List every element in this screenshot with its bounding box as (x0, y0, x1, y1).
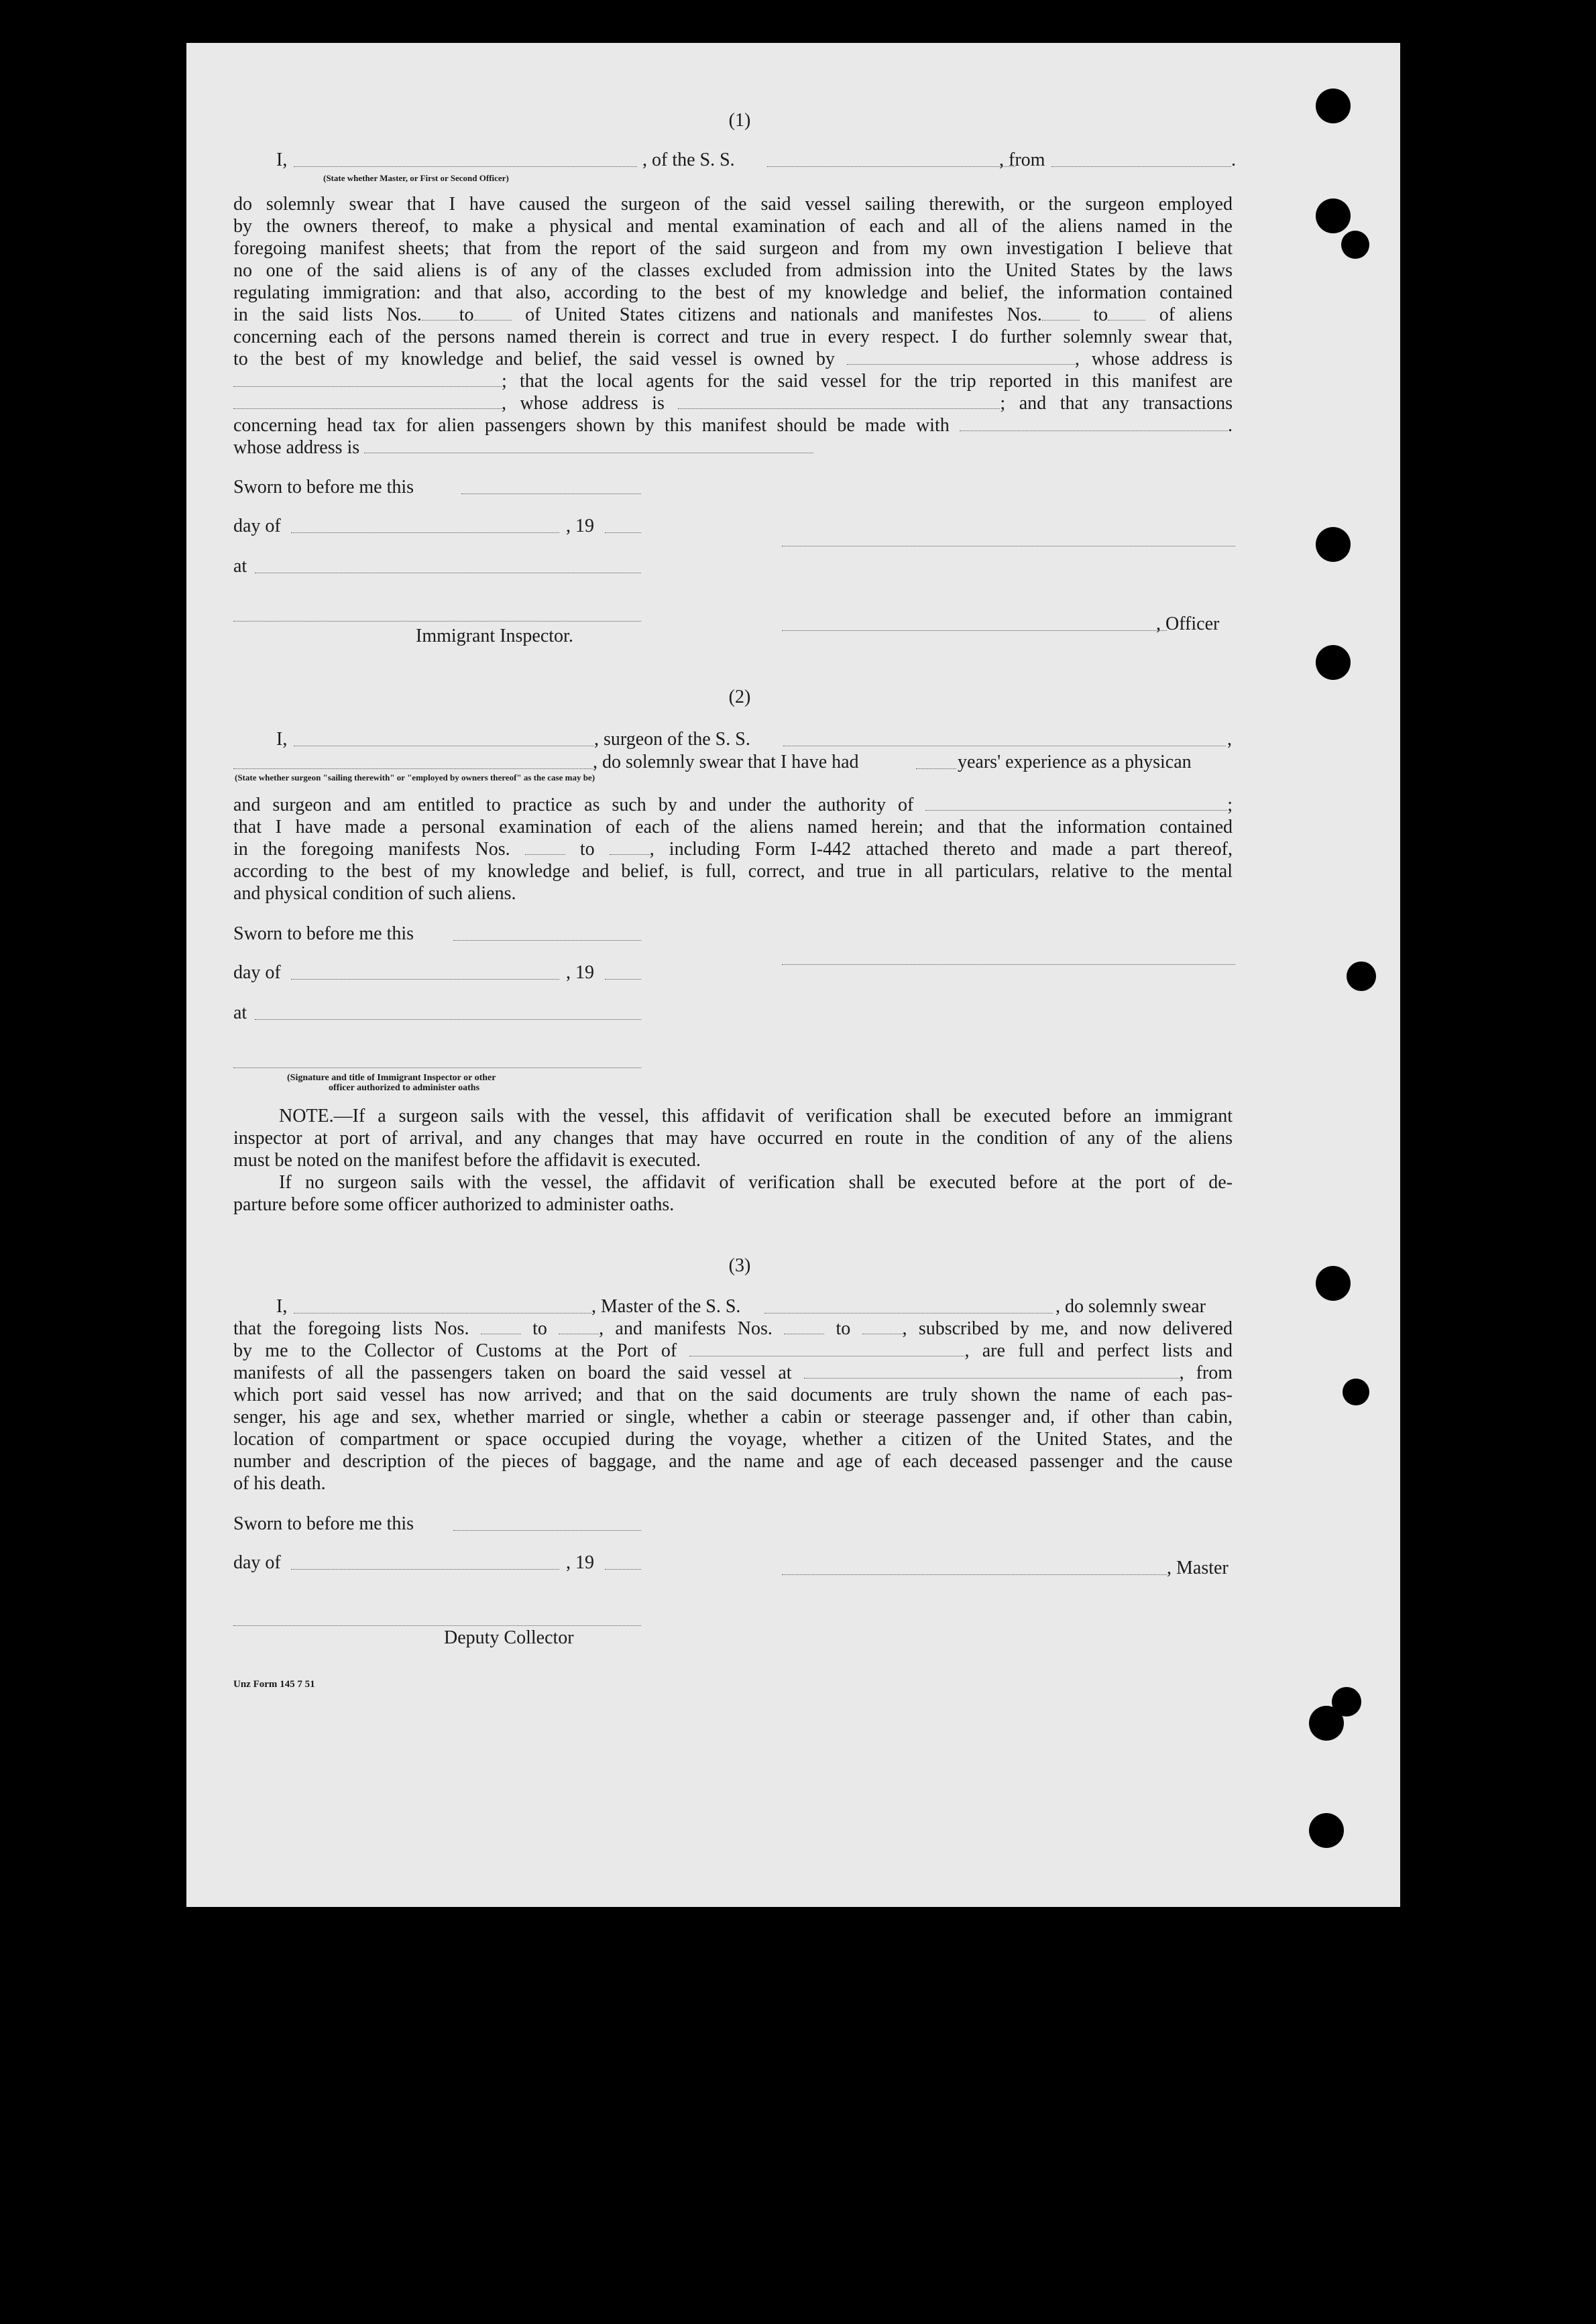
s2-sworn-line (453, 940, 641, 941)
s3-master-line (782, 1574, 1167, 1575)
s3-day-line (291, 1569, 559, 1570)
s3-ship-line (764, 1313, 1053, 1314)
s1-from-label: , from (999, 150, 1045, 170)
s1-paragraph-line: no one of the said aliens is of any of the classes excluded from admission into the United States by the laws (233, 260, 1233, 281)
s2-paragraph-line: that I have made a personal examination of each of the aliens named herein; and that the information contained (233, 817, 1233, 837)
s2-swear-b: years' experience as a physican (958, 752, 1192, 772)
punch-hole (1316, 89, 1351, 123)
punch-hole (1347, 962, 1376, 991)
s3-paragraph-line: of his death. (233, 1473, 326, 1494)
section-3-number: (3) (728, 1255, 751, 1276)
s2-paragraph-line: and physical condition of such aliens. (233, 883, 516, 904)
s1-paragraph-line: whose address is (233, 437, 1233, 459)
s3-deputy-label: Deputy Collector (444, 1627, 574, 1648)
punch-hole (1343, 1379, 1369, 1405)
s3-sworn-line (453, 1530, 641, 1531)
s1-year-line (605, 532, 641, 533)
s2-at-label: at (233, 1002, 247, 1023)
section-2-number: (2) (728, 687, 751, 707)
s3-master-label: , Master of the S. S. (591, 1296, 741, 1317)
s1-i-label: I, (276, 150, 288, 170)
s3-sworn-label: Sworn to before me this (233, 1513, 414, 1534)
s1-paragraph-line: , whose address is ; and that any transactions (233, 392, 1233, 414)
s2-i-label: I, (276, 729, 288, 750)
punch-hole (1309, 1813, 1344, 1848)
s1-ship-line (767, 166, 1015, 167)
s2-comma: , (1227, 729, 1232, 750)
s1-paragraph-line: by the owners thereof, to make a physical and mental examination of each and all of the aliens named in the (233, 216, 1233, 237)
s1-name-line (294, 166, 637, 167)
s3-paragraph-line: which port said vessel has now arrived; and that on the said documents are truly shown the name of each pas- (233, 1385, 1233, 1405)
s1-officer-label: , Officer (1156, 614, 1220, 634)
s3-paragraph-line: senger, his age and sex, whether married or single, whether a cabin or steerage passenger and, if other than cabin, (233, 1407, 1233, 1428)
s2-swear-a: , do solemnly swear that I have had (593, 752, 859, 772)
s1-paragraph-line: concerning each of the persons named therein is correct and true in every respect. I do further solemnly swear that, (233, 327, 1233, 347)
s1-paragraph-line: to the best of my knowledge and belief, the said vessel is owned by , whose address is (233, 349, 1233, 369)
s2-note-line: must be noted on the manifest before the affidavit is executed. (233, 1150, 701, 1171)
section-1-number: (1) (728, 110, 751, 131)
punch-hole (1316, 198, 1351, 233)
s2-paragraph-line: according to the best of my knowledge and belief, is full, correct, and true in all particulars, relative to the mental (233, 861, 1233, 882)
s1-sworn-line (461, 493, 641, 494)
s3-paragraph-line: location of compartment or space occupied during the voyage, whether a citizen of the United States, and the (233, 1429, 1233, 1450)
s1-paragraph-line: foregoing manifest sheets; that from the report of the said surgeon and from my own investigation I believe that (233, 238, 1233, 259)
form-number: Unz Form 145 7 51 (233, 1679, 315, 1690)
s2-note-line: parture before some officer authorized to administer oaths. (233, 1194, 675, 1215)
s3-year-line (605, 1569, 641, 1570)
s2-note-line: NOTE.—If a surgeon sails with the vessel, this affidavit of verification shall be executed before an immigrant (279, 1106, 1233, 1126)
s1-at-label: at (233, 556, 247, 577)
s3-paragraph-line: by me to the Collector of Customs at the Port of , are full and perfect lists and (233, 1340, 1233, 1361)
s1-paragraph-line: ; that the local agents for the said vessel for the trip reported in this manifest are (233, 370, 1233, 392)
form-sheet (186, 43, 1400, 1907)
s3-paragraph-line: that the foregoing lists Nos. to , and manifests Nos. to , subscribed by me, and now delivered (233, 1318, 1233, 1339)
s2-sig-hint-2: officer authorized to administer oaths (329, 1083, 480, 1093)
s1-ss-label: , of the S. S. (642, 150, 735, 170)
s2-year-label: , 19 (566, 962, 594, 983)
s2-signature-line (782, 964, 1235, 965)
s2-paragraph-line: in the foregoing manifests Nos. to , including Form I-442 attached thereto and made a part thereof, (233, 839, 1233, 860)
s2-paragraph-line: and surgeon and am entitled to practice as such by and under the authority of ; (233, 795, 1233, 815)
s1-paragraph-line: concerning head tax for alien passengers shown by this manifest should be made with . (233, 415, 1233, 436)
s1-paragraph-line: regulating immigration: and that also, according to the best of my knowledge and belief, the information contained (233, 282, 1233, 303)
s2-capacity-line (233, 768, 593, 769)
s1-year-label: , 19 (566, 516, 594, 536)
s1-officer-line (782, 630, 1167, 631)
s2-day-line (291, 979, 559, 980)
s1-paragraph-line: do solemnly swear that I have caused the surgeon of the said vessel sailing therewith, or the surgeon employed (233, 194, 1233, 215)
s3-day-label: day of (233, 1552, 281, 1573)
s1-end-dot: . (1231, 150, 1236, 170)
s2-sig-hint-1: (Signature and title of Immigrant Inspector or other (287, 1073, 496, 1083)
s2-note-line: inspector at port of arrival, and any changes that may have occurred en route in the condition of any of the aliens (233, 1128, 1233, 1149)
s3-paragraph-line: manifests of all the passengers taken on board the said vessel at , from (233, 1362, 1233, 1383)
s2-year-line (605, 979, 641, 980)
s1-from-line (1051, 166, 1231, 167)
s3-master-sign-label: , Master (1167, 1558, 1229, 1578)
s2-years-line (916, 768, 956, 769)
punch-hole (1316, 1266, 1351, 1301)
s2-sworn-label: Sworn to before me this (233, 923, 414, 944)
punch-hole (1341, 231, 1369, 259)
punch-hole (1309, 1706, 1344, 1741)
s3-deputy-line (233, 1625, 641, 1626)
s2-day-label: day of (233, 962, 281, 983)
s2-note-line: If no surgeon sails with the vessel, the affidavit of verification shall be executed before at the port of de- (279, 1172, 1233, 1193)
s1-day-line (291, 532, 559, 533)
s1-inspector-label: Immigrant Inspector. (416, 626, 573, 646)
s2-hint: (State whether surgeon "sailing therewith" or "employed by owners thereof" as the case may be) (235, 772, 595, 782)
s2-surgeon-label: , surgeon of the S. S. (594, 729, 750, 750)
s1-paragraph-line: in the said lists Nos. to of United States citizens and nationals and manifestes Nos. to of aliens (233, 304, 1233, 325)
s1-sworn-label: Sworn to before me this (233, 477, 414, 498)
s3-swear: , do solemnly swear (1056, 1296, 1206, 1317)
punch-hole (1316, 645, 1351, 680)
s2-at-line (255, 1019, 641, 1020)
s1-day-label: day of (233, 516, 281, 536)
s3-name-line (294, 1313, 591, 1314)
s2-officer-line (233, 1067, 641, 1068)
s3-paragraph-line: number and description of the pieces of baggage, and the name and age of each deceased passenger and the cause (233, 1451, 1233, 1472)
s1-hint: (State whether Master, or First or Second Officer) (323, 173, 509, 183)
s1-inspector-line (233, 621, 641, 622)
s3-i-label: I, (276, 1296, 288, 1317)
punch-hole (1316, 527, 1351, 562)
s3-year-label: , 19 (566, 1552, 594, 1573)
